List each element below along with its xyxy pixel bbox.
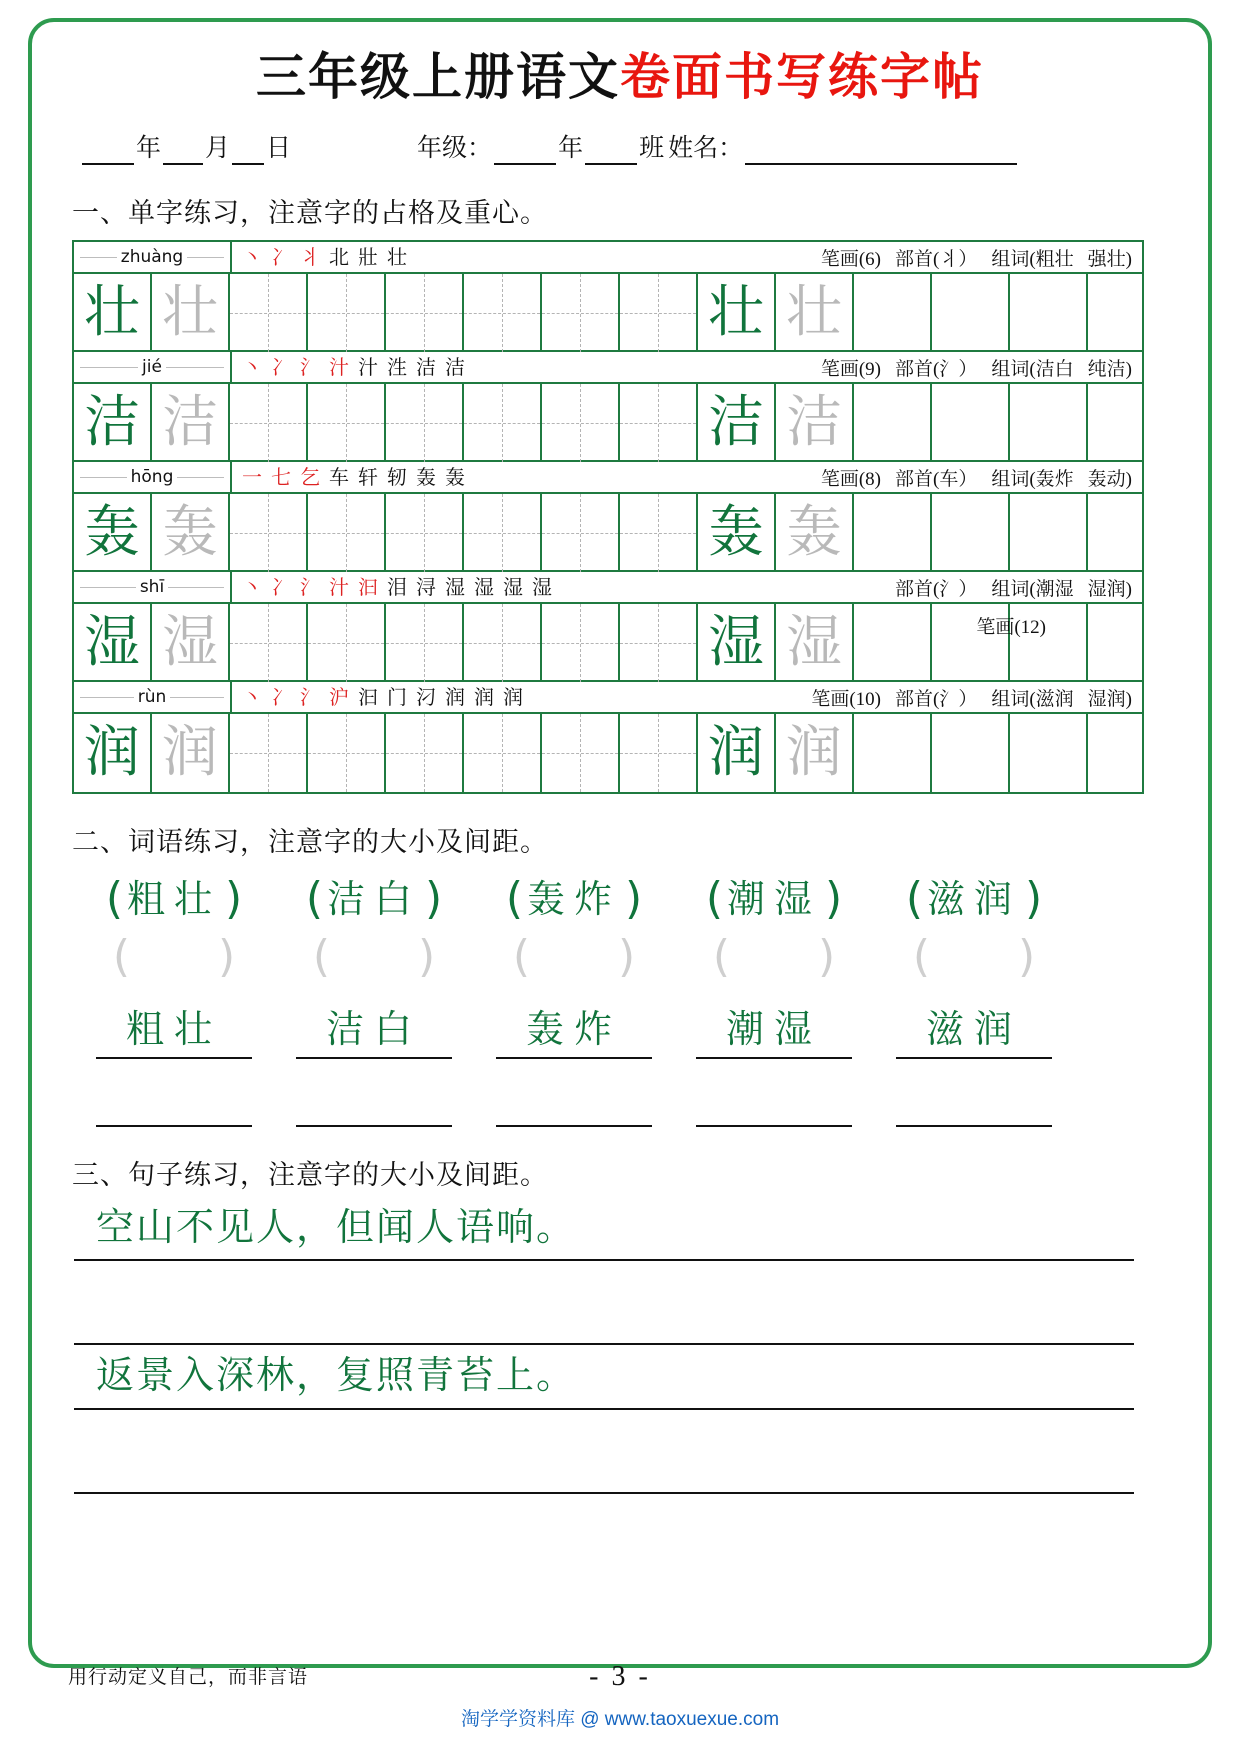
word-writing-underline bbox=[296, 1125, 452, 1127]
radical-label: 部首(氵） bbox=[895, 358, 978, 380]
day-label: 日 bbox=[266, 135, 292, 162]
stroke-step: 轫 bbox=[387, 467, 407, 487]
tianzige-cell[interactable] bbox=[464, 604, 542, 682]
tianzige-cell[interactable] bbox=[230, 384, 308, 462]
tianzige-cell[interactable] bbox=[74, 384, 152, 462]
sentence-model-text: 返景入深林，复照青苔上。 bbox=[96, 1353, 577, 1398]
stroke-step: 轰 bbox=[416, 467, 436, 487]
stroke-step: 洁 bbox=[416, 357, 436, 377]
bracket-close-icon: ) bbox=[818, 931, 836, 982]
stroke-step: 门 bbox=[387, 687, 407, 707]
word-writing-underline bbox=[496, 1057, 652, 1059]
tianzige-cell[interactable] bbox=[152, 604, 230, 682]
tianzige-cell[interactable] bbox=[308, 384, 386, 462]
sentence-rule-model bbox=[74, 1408, 1134, 1410]
class-input-blank[interactable] bbox=[585, 139, 637, 165]
pinyin-cell bbox=[74, 242, 232, 272]
stroke-step: 轰 bbox=[445, 467, 465, 487]
tianzige-cell[interactable] bbox=[386, 714, 464, 792]
stroke-step: 冫 bbox=[271, 687, 291, 707]
tianzige-cell[interactable] bbox=[698, 604, 776, 682]
model-character: 轰 bbox=[708, 500, 764, 565]
model-character: 润 bbox=[708, 720, 764, 785]
stroke-step: 北 bbox=[329, 247, 349, 267]
tianzige-cell[interactable] bbox=[74, 604, 152, 682]
word-bracket-slot bbox=[874, 873, 1074, 924]
word-underline-slot bbox=[874, 1009, 1074, 1059]
pinyin-cell bbox=[74, 682, 232, 712]
word-underline-slot bbox=[274, 1009, 474, 1059]
pinyin-text: zhuàng bbox=[117, 247, 187, 267]
word-bracket-row-filled bbox=[74, 873, 1172, 924]
word-text: 滋润 bbox=[926, 877, 1021, 921]
pinyin-cell bbox=[74, 462, 232, 492]
section-one-heading: 一、单字练习，注意字的占格及重心。 bbox=[72, 198, 548, 228]
word-underline-slot-empty[interactable] bbox=[874, 1095, 1074, 1127]
sentence-rule-blank[interactable] bbox=[74, 1468, 1134, 1494]
tianzige-cell[interactable] bbox=[854, 604, 932, 682]
character-grid-row bbox=[74, 714, 1142, 792]
tianzige-cell[interactable] bbox=[152, 274, 230, 352]
tianzige-cell[interactable] bbox=[620, 494, 698, 572]
tianzige-cell[interactable] bbox=[542, 384, 620, 462]
words-label-first: 组词(潮湿 bbox=[991, 578, 1074, 600]
words-label-first: 组词(洁白 bbox=[991, 358, 1074, 380]
stroke-step: 浔 bbox=[416, 577, 436, 597]
word-bracket-slot bbox=[474, 873, 674, 924]
month-input-blank[interactable] bbox=[163, 139, 203, 165]
tianzige-cell[interactable] bbox=[854, 274, 932, 352]
sentence-rule-model bbox=[74, 1259, 1134, 1261]
bracket-close-icon: ) bbox=[418, 931, 436, 982]
tianzige-cell[interactable] bbox=[932, 494, 1010, 572]
bracket-open-icon: ( bbox=[305, 873, 323, 924]
stroke-step: 氵 bbox=[300, 687, 320, 707]
model-character: 洁 bbox=[708, 390, 764, 455]
word-text: 粗壮 bbox=[125, 1007, 222, 1051]
model-character: 轰 bbox=[84, 500, 140, 565]
tianzige-cell[interactable] bbox=[386, 494, 464, 572]
stroke-step: 丶 bbox=[242, 687, 262, 707]
character-grid-row bbox=[74, 384, 1142, 462]
stroke-step: 一 bbox=[242, 467, 262, 487]
stroke-step: 汁 bbox=[358, 357, 378, 377]
model-character: 洁 bbox=[84, 390, 140, 455]
bracket-open-icon: ( bbox=[505, 873, 523, 924]
stroke-step: 湿 bbox=[503, 577, 523, 597]
tianzige-cell[interactable] bbox=[698, 494, 776, 572]
character-info-row bbox=[74, 682, 1142, 714]
word-underline-slot bbox=[74, 1009, 274, 1059]
character-info-row bbox=[74, 572, 1142, 604]
bracket-close-icon: ) bbox=[218, 931, 236, 982]
stroke-step: 湿 bbox=[445, 577, 465, 597]
class-unit-label: 班 bbox=[639, 135, 665, 162]
word-underline-row-filled bbox=[74, 1009, 1172, 1059]
stroke-count-label: 笔画(9) bbox=[820, 358, 882, 380]
title-red-part: 卷面书写练字帖 bbox=[620, 47, 984, 106]
stroke-step: 丶 bbox=[242, 357, 262, 377]
word-bracket-slot-empty[interactable] bbox=[274, 931, 474, 982]
tianzige-cell[interactable] bbox=[152, 384, 230, 462]
word-writing-underline bbox=[696, 1125, 852, 1127]
sentence-practice-block bbox=[74, 1202, 1172, 1499]
pinyin-text: jié bbox=[138, 357, 166, 377]
tianzige-cell[interactable] bbox=[854, 384, 932, 462]
tianzige-cell[interactable] bbox=[620, 384, 698, 462]
stroke-step: 壮 bbox=[387, 247, 407, 267]
word-writing-underline bbox=[896, 1057, 1052, 1059]
tianzige-cell[interactable] bbox=[1010, 384, 1088, 462]
tianzige-cell[interactable] bbox=[542, 494, 620, 572]
stroke-step: 轩 bbox=[358, 467, 378, 487]
character-grid-row bbox=[74, 494, 1142, 572]
pinyin-cell bbox=[74, 352, 232, 382]
trace-character: 壮 bbox=[162, 280, 218, 345]
words-label-second: 轰动) bbox=[1087, 468, 1132, 490]
stroke-step: 汩 bbox=[358, 577, 378, 597]
bracket-open-icon: ( bbox=[105, 873, 123, 924]
trace-character: 洁 bbox=[786, 390, 842, 455]
bracket-open-icon: ( bbox=[905, 873, 923, 924]
character-info-row bbox=[74, 462, 1142, 494]
character-meta-cell bbox=[821, 464, 1142, 491]
bracket-open-icon: ( bbox=[912, 931, 930, 982]
radical-label: 部首(氵） bbox=[895, 578, 978, 600]
bracket-close-icon: ) bbox=[425, 873, 443, 924]
stroke-count-label-overflow: 笔画(12) bbox=[976, 617, 1046, 638]
tianzige-cell[interactable] bbox=[308, 274, 386, 352]
stroke-step: 氵 bbox=[300, 357, 320, 377]
tianzige-cell[interactable] bbox=[854, 714, 932, 792]
trace-character: 润 bbox=[786, 720, 842, 785]
character-info-row bbox=[74, 352, 1142, 384]
tianzige-cell[interactable] bbox=[464, 274, 542, 352]
word-underline-row-empty[interactable] bbox=[74, 1095, 1172, 1127]
bracket-open-icon: ( bbox=[312, 931, 330, 982]
bracket-close-icon: ) bbox=[225, 873, 243, 924]
bracket-open-icon: ( bbox=[705, 873, 723, 924]
stroke-step: 汩 bbox=[358, 687, 378, 707]
grade-label: 年级： bbox=[417, 135, 493, 162]
radical-label: 部首(丬） bbox=[895, 248, 978, 270]
name-input-blank[interactable] bbox=[745, 139, 1017, 165]
character-grid-row bbox=[74, 604, 1142, 682]
pinyin-text: shī bbox=[136, 577, 168, 597]
word-bracket-slot-empty[interactable] bbox=[474, 931, 674, 982]
word-underline-slot-empty[interactable] bbox=[274, 1095, 474, 1127]
tianzige-cell[interactable] bbox=[230, 714, 308, 792]
tianzige-cell[interactable] bbox=[1010, 494, 1088, 572]
model-character: 湿 bbox=[708, 610, 764, 675]
word-underline-slot-empty[interactable] bbox=[474, 1095, 674, 1127]
stroke-step: 润 bbox=[445, 687, 465, 707]
word-bracket-slot-empty[interactable] bbox=[874, 931, 1074, 982]
stroke-order-sequence bbox=[232, 467, 821, 487]
word-bracket-slot-empty[interactable] bbox=[674, 931, 874, 982]
bracket-open-icon: ( bbox=[712, 931, 730, 982]
character-grid-row bbox=[74, 274, 1142, 352]
trace-character: 轰 bbox=[786, 500, 842, 565]
bracket-close-icon: ) bbox=[825, 873, 843, 924]
trace-character: 润 bbox=[162, 720, 218, 785]
words-label-first: 组词(滋润 bbox=[991, 688, 1074, 710]
tianzige-cell[interactable] bbox=[620, 274, 698, 352]
stroke-step: 湿 bbox=[474, 577, 494, 597]
stroke-step: 七 bbox=[271, 467, 291, 487]
tianzige-cell[interactable] bbox=[932, 384, 1010, 462]
tianzige-cell[interactable] bbox=[386, 604, 464, 682]
word-bracket-slot bbox=[274, 873, 474, 924]
tianzige-cell[interactable] bbox=[152, 714, 230, 792]
word-writing-underline bbox=[296, 1057, 452, 1059]
word-text: 滋润 bbox=[925, 1007, 1022, 1051]
bracket-close-icon: ) bbox=[618, 931, 636, 982]
word-bracket-slot bbox=[74, 873, 274, 924]
word-text: 潮湿 bbox=[725, 1007, 822, 1051]
stroke-order-sequence bbox=[232, 687, 811, 707]
tianzige-cell[interactable] bbox=[386, 274, 464, 352]
footer-motto: 用行动定义自己，而非言语 bbox=[68, 1667, 309, 1688]
stroke-order-sequence bbox=[232, 247, 821, 267]
grade-unit-label: 年 bbox=[558, 135, 584, 162]
tianzige-cell[interactable] bbox=[854, 494, 932, 572]
bracket-open-icon: ( bbox=[112, 931, 130, 982]
stroke-step: 丶 bbox=[242, 577, 262, 597]
word-text: 洁白 bbox=[326, 877, 421, 921]
grade-input-blank[interactable] bbox=[494, 139, 556, 165]
tianzige-cell[interactable] bbox=[932, 274, 1010, 352]
stroke-step: 汈 bbox=[416, 687, 436, 707]
tianzige-cell[interactable] bbox=[1010, 714, 1088, 792]
word-underline-slot bbox=[474, 1009, 674, 1059]
radical-label: 部首(车） bbox=[895, 468, 978, 490]
grade-name-fields bbox=[415, 128, 1017, 165]
page-footer bbox=[68, 1661, 1172, 1692]
word-writing-underline bbox=[96, 1057, 252, 1059]
model-character: 润 bbox=[84, 720, 140, 785]
words-label-first: 组词(轰炸 bbox=[991, 468, 1074, 490]
stroke-step: 丶 bbox=[242, 247, 262, 267]
worksheet-content bbox=[68, 40, 1172, 1640]
tianzige-cell[interactable] bbox=[230, 494, 308, 572]
section-three-heading: 三、句子练习，注意字的大小及间距。 bbox=[72, 1160, 548, 1190]
tianzige-cell[interactable] bbox=[74, 494, 152, 572]
date-fields bbox=[82, 128, 293, 165]
tianzige-cell[interactable] bbox=[698, 384, 776, 462]
words-label-second: 湿润) bbox=[1087, 578, 1132, 600]
word-text: 轰炸 bbox=[525, 1007, 622, 1051]
trace-character: 轰 bbox=[162, 500, 218, 565]
tianzige-cell[interactable] bbox=[620, 604, 698, 682]
tianzige-cell[interactable] bbox=[386, 384, 464, 462]
pinyin-cell bbox=[74, 572, 232, 602]
word-underline-slot bbox=[674, 1009, 874, 1059]
character-meta-cell bbox=[821, 354, 1142, 381]
student-info-line bbox=[68, 128, 1172, 165]
name-label: 姓名： bbox=[668, 135, 744, 162]
tianzige-cell[interactable] bbox=[698, 714, 776, 792]
word-writing-underline bbox=[696, 1057, 852, 1059]
site-watermark: 淘学学资料库 @ www.taoxuexue.com bbox=[460, 1709, 780, 1730]
stroke-step: 氵 bbox=[300, 577, 320, 597]
tianzige-cell[interactable] bbox=[776, 494, 854, 572]
radical-label: 部首(氵） bbox=[895, 688, 978, 710]
word-bracket-row-empty[interactable] bbox=[74, 931, 1172, 982]
tianzige-cell[interactable] bbox=[308, 604, 386, 682]
trace-character: 壮 bbox=[786, 280, 842, 345]
model-character: 壮 bbox=[84, 280, 140, 345]
tianzige-cell[interactable] bbox=[932, 714, 1010, 792]
month-label: 月 bbox=[205, 135, 231, 162]
stroke-step: 乞 bbox=[300, 467, 320, 487]
year-input-blank[interactable] bbox=[82, 139, 134, 165]
sentence-model-text: 空山不见人，但闻人语响。 bbox=[96, 1205, 577, 1249]
stroke-step: 车 bbox=[329, 467, 349, 487]
title-black-part: 三年级上册语文 bbox=[256, 47, 620, 106]
page-title bbox=[68, 47, 1172, 106]
bracket-close-icon: ) bbox=[1025, 873, 1043, 924]
stroke-step: 泪 bbox=[387, 577, 407, 597]
tianzige-cell[interactable] bbox=[230, 604, 308, 682]
tianzige-cell[interactable] bbox=[464, 494, 542, 572]
character-meta-cell bbox=[895, 574, 1142, 601]
year-label: 年 bbox=[136, 135, 162, 162]
tianzige-cell[interactable] bbox=[1010, 274, 1088, 352]
tianzige-cell[interactable] bbox=[776, 384, 854, 462]
tianzige-cell[interactable] bbox=[776, 274, 854, 352]
pinyin-text: rùn bbox=[134, 687, 171, 707]
word-underline-slot-empty[interactable] bbox=[674, 1095, 874, 1127]
character-info-row bbox=[74, 242, 1142, 274]
tianzige-cell[interactable] bbox=[776, 604, 854, 682]
trace-character: 湿 bbox=[162, 610, 218, 675]
stroke-step: 汁 bbox=[329, 577, 349, 597]
words-label-first: 组词(粗壮 bbox=[991, 248, 1074, 270]
trace-character: 湿 bbox=[786, 610, 842, 675]
section-two-heading: 二、词语练习，注意字的大小及间距。 bbox=[72, 827, 548, 857]
tianzige-cell[interactable] bbox=[464, 714, 542, 792]
stroke-step: 冫 bbox=[271, 247, 291, 267]
model-character: 壮 bbox=[708, 280, 764, 345]
word-bracket-slot bbox=[674, 873, 874, 924]
stroke-count-label: 笔画(8) bbox=[820, 468, 882, 490]
character-practice-table bbox=[72, 240, 1144, 794]
stroke-order-sequence bbox=[232, 357, 821, 377]
stroke-step: 丬 bbox=[300, 247, 320, 267]
words-label-second: 湿润) bbox=[1087, 688, 1132, 710]
tianzige-cell[interactable] bbox=[308, 494, 386, 572]
words-label-second: 纯洁) bbox=[1087, 358, 1132, 380]
character-meta-cell bbox=[821, 244, 1142, 271]
bracket-open-icon: ( bbox=[512, 931, 530, 982]
stroke-step: 汁 bbox=[329, 357, 349, 377]
stroke-step: 泩 bbox=[387, 357, 407, 377]
model-character: 湿 bbox=[84, 610, 140, 675]
word-text: 潮湿 bbox=[726, 877, 821, 921]
tianzige-cell[interactable] bbox=[776, 714, 854, 792]
tianzige-cell[interactable] bbox=[230, 274, 308, 352]
stroke-step: 洁 bbox=[445, 357, 465, 377]
word-text: 粗壮 bbox=[126, 877, 221, 921]
stroke-step: 冫 bbox=[271, 577, 291, 597]
stroke-step: 沪 bbox=[329, 687, 349, 707]
word-text: 轰炸 bbox=[526, 877, 621, 921]
stroke-step: 湿 bbox=[532, 577, 552, 597]
tianzige-cell[interactable] bbox=[74, 274, 152, 352]
tianzige-cell[interactable] bbox=[308, 714, 386, 792]
tianzige-cell[interactable] bbox=[74, 714, 152, 792]
stroke-count-label: 笔画(6) bbox=[820, 248, 882, 270]
tianzige-cell[interactable] bbox=[698, 274, 776, 352]
word-underline-slot-empty[interactable] bbox=[74, 1095, 274, 1127]
tianzige-cell[interactable] bbox=[542, 274, 620, 352]
tianzige-cell[interactable] bbox=[542, 714, 620, 792]
tianzige-cell[interactable] bbox=[542, 604, 620, 682]
tianzige-cell[interactable] bbox=[464, 384, 542, 462]
word-bracket-slot-empty[interactable] bbox=[74, 931, 274, 982]
sentence-rule-blank[interactable] bbox=[74, 1319, 1134, 1345]
tianzige-cell[interactable] bbox=[152, 494, 230, 572]
bracket-close-icon: ) bbox=[1018, 931, 1036, 982]
trace-character: 洁 bbox=[162, 390, 218, 455]
page-number: - 3 - bbox=[589, 1661, 651, 1692]
words-label-second: 强壮) bbox=[1087, 248, 1132, 270]
word-writing-underline bbox=[496, 1125, 652, 1127]
day-input-blank[interactable] bbox=[232, 139, 264, 165]
character-meta-cell bbox=[811, 684, 1142, 711]
word-text: 洁白 bbox=[325, 1007, 422, 1051]
stroke-count-label: 笔画(10) bbox=[811, 688, 882, 710]
bracket-close-icon: ) bbox=[625, 873, 643, 924]
tianzige-cell[interactable] bbox=[620, 714, 698, 792]
stroke-step: 润 bbox=[474, 687, 494, 707]
pinyin-text: hōng bbox=[127, 467, 178, 487]
stroke-step: 润 bbox=[503, 687, 523, 707]
word-writing-underline bbox=[96, 1125, 252, 1127]
word-writing-underline bbox=[896, 1125, 1052, 1127]
stroke-step: 冫 bbox=[271, 357, 291, 377]
stroke-step: 壯 bbox=[358, 247, 378, 267]
stroke-order-sequence bbox=[232, 577, 895, 597]
